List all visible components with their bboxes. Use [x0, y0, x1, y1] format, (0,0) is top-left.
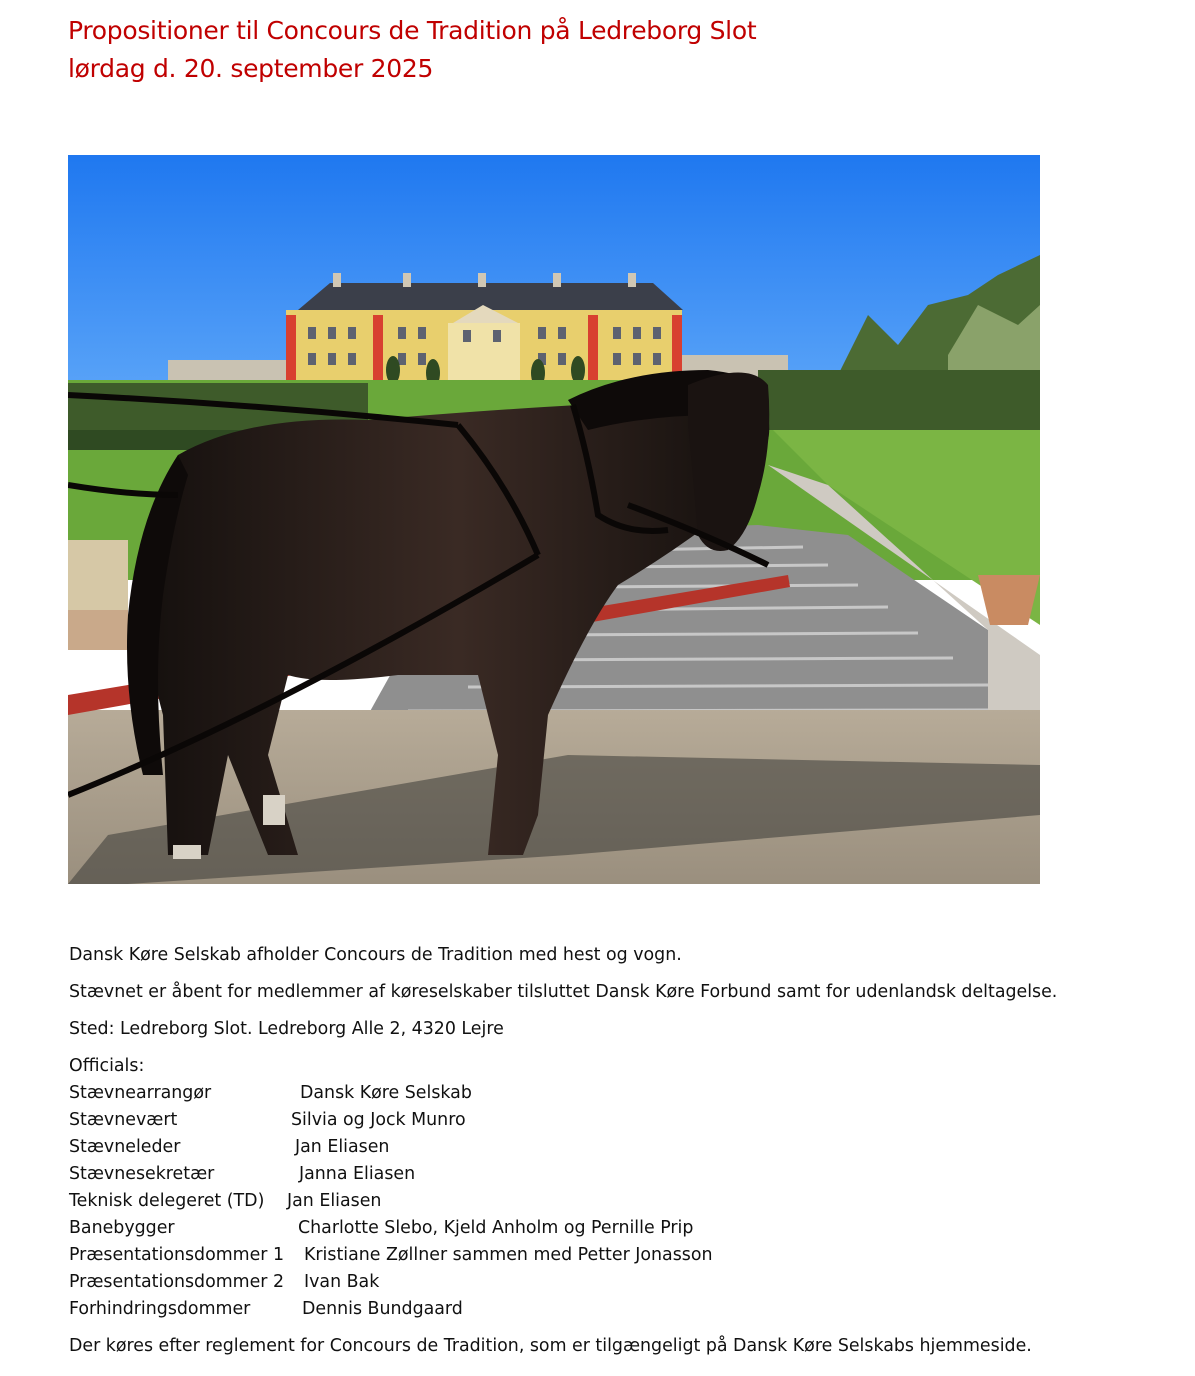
official-row	[69, 1296, 1169, 1323]
official-name: Charlotte Slebo, Kjeld Anholm og Pernille Prip	[298, 1218, 694, 1238]
official-row	[69, 1215, 1169, 1242]
proposition-body	[69, 942, 1169, 1370]
official-role: Banebygger	[69, 1218, 175, 1238]
official-name: Jan Eliasen	[295, 1137, 390, 1157]
closing-line: Der køres efter reglement for Concours de Tradition, som er tilgængeligt på Dansk Køre Selskabs hjemmeside.	[69, 1336, 1032, 1356]
official-name: Kristiane Zøllner sammen med Petter Jonasson	[304, 1245, 713, 1265]
official-row	[69, 1269, 1169, 1296]
official-role: Stævnearrangør	[69, 1083, 212, 1103]
officials-list	[69, 1080, 1169, 1323]
official-role: Stævnevært	[69, 1110, 178, 1130]
venue-line: Sted: Ledreborg Slot. Ledreborg Alle 2, 4320 Lejre	[69, 1019, 504, 1039]
official-role: Præsentationsdommer 2	[69, 1272, 285, 1292]
official-role: Forhindringsdommer	[69, 1299, 251, 1319]
ledreborg-horse-photo	[68, 155, 1040, 884]
official-name: Dennis Bundgaard	[302, 1299, 463, 1319]
official-row	[69, 1161, 1169, 1188]
official-row	[69, 1134, 1169, 1161]
title-line-2: lørdag d. 20. september 2025	[68, 54, 434, 83]
document-title	[68, 12, 756, 88]
intro-line-1: Dansk Køre Selskab afholder Concours de Tradition med hest og vogn.	[69, 945, 682, 965]
intro-line-2: Stævnet er åbent for medlemmer af køreselskaber tilsluttet Dansk Køre Forbund samt for udenlandsk deltagelse.	[69, 982, 1058, 1002]
official-role: Teknisk delegeret (TD)	[69, 1191, 265, 1211]
official-name: Jan Eliasen	[287, 1191, 382, 1211]
official-role: Stævneleder	[69, 1137, 181, 1157]
official-role: Præsentationsdommer 1	[69, 1245, 285, 1265]
official-row	[69, 1188, 1169, 1215]
official-row	[69, 1107, 1169, 1134]
official-name: Ivan Bak	[304, 1272, 380, 1292]
official-role: Stævnesekretær	[69, 1164, 215, 1184]
official-name: Dansk Køre Selskab	[300, 1083, 472, 1103]
official-name: Silvia og Jock Munro	[291, 1110, 466, 1130]
officials-label: Officials:	[69, 1056, 145, 1076]
official-row	[69, 1242, 1169, 1269]
title-line-1: Propositioner til Concours de Tradition på Ledreborg Slot	[68, 16, 757, 45]
official-row	[69, 1080, 1169, 1107]
official-name: Janna Eliasen	[299, 1164, 416, 1184]
